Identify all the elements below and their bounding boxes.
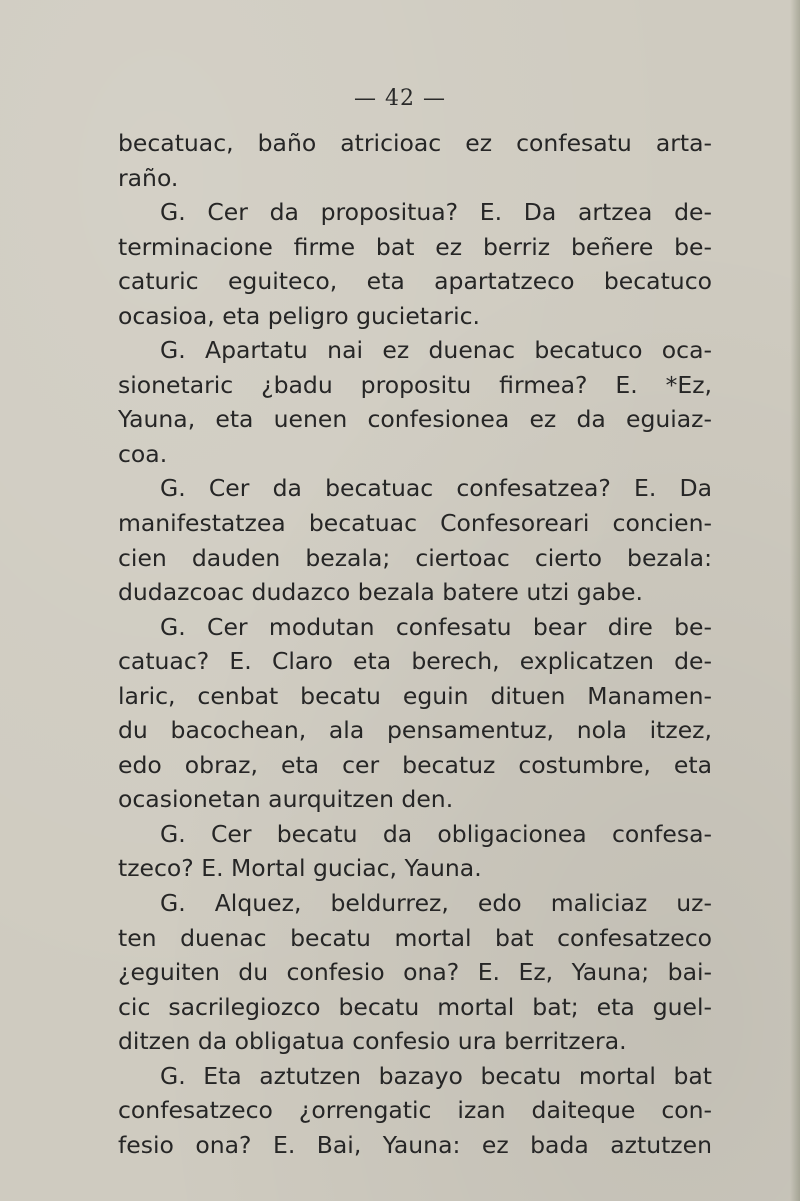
- text-line: fesio ona? E. Bai, Yauna: ez bada aztutzen: [118, 1130, 712, 1159]
- text-line: edo obraz, eta cer becatuz costumbre, eta: [118, 750, 712, 779]
- text-line: dudazcoac dudazco bezala batere utzi gabe.: [118, 578, 643, 607]
- text-line: sionetaric ¿badu propositu firmea? E. *Ez,: [118, 370, 712, 399]
- text-line: cic sacrilegiozco becatu mortal bat; eta guel-: [118, 992, 712, 1021]
- text-line: cien dauden bezala; ciertoac cierto bezala:: [118, 543, 712, 572]
- text-line: manifestatzea becatuac Confesoreari concien-: [118, 509, 712, 538]
- page-number: — 42 —: [354, 86, 446, 111]
- text-line: coa.: [118, 439, 168, 468]
- text-line: G. Cer da becatuac confesatzea? E. Da: [160, 474, 712, 503]
- text-line: tzeco? E. Mortal guciac, Yauna.: [118, 854, 482, 883]
- text-line: catuac? E. Claro eta berech, explicatzen de-: [118, 647, 712, 676]
- text-line: terminacione firme bat ez berriz beñere be-: [118, 232, 712, 261]
- text-line: G. Cer becatu da obligacionea confesa-: [160, 819, 712, 848]
- text-line: G. Alquez, beldurrez, edo maliciaz uz-: [160, 889, 712, 918]
- text-line: G. Cer da propositua? E. Da artzea de-: [160, 198, 712, 227]
- text-line: ditzen da obligatua confesio ura berritzera.: [118, 1027, 627, 1056]
- body-text: [118, 126, 712, 1162]
- text-line: laric, cenbat becatu eguin dituen Manamen-: [118, 681, 712, 710]
- text-line: du bacochean, ala pensamentuz, nola itzez,: [118, 716, 712, 745]
- text-line: G. Eta aztutzen bazayo becatu mortal bat: [160, 1061, 712, 1090]
- text-line: confesatzeco ¿orrengatic izan daiteque con-: [118, 1096, 712, 1125]
- text-line: caturic eguiteco, eta apartatzeco becatuco: [118, 267, 712, 296]
- page-edge-shadow: [790, 0, 800, 1201]
- text-line: ten duenac becatu mortal bat confesatzeco: [118, 923, 712, 952]
- text-line: Yauna, eta uenen confesionea ez da eguiaz-: [118, 405, 712, 434]
- text-line: ocasioa, eta peligro gucietaric.: [118, 301, 480, 330]
- text-line: raño.: [118, 163, 179, 192]
- text-line: G. Cer modutan confesatu bear dire be-: [160, 612, 712, 641]
- text-line: G. Apartatu nai ez duenac becatuco oca-: [160, 336, 712, 365]
- text-line: becatuac, baño atricioac ez confesatu arta-: [118, 129, 712, 157]
- text-line: ¿eguiten du confesio ona? E. Ez, Yauna; bai-: [118, 958, 712, 987]
- text-line: ocasionetan aurquitzen den.: [118, 785, 454, 814]
